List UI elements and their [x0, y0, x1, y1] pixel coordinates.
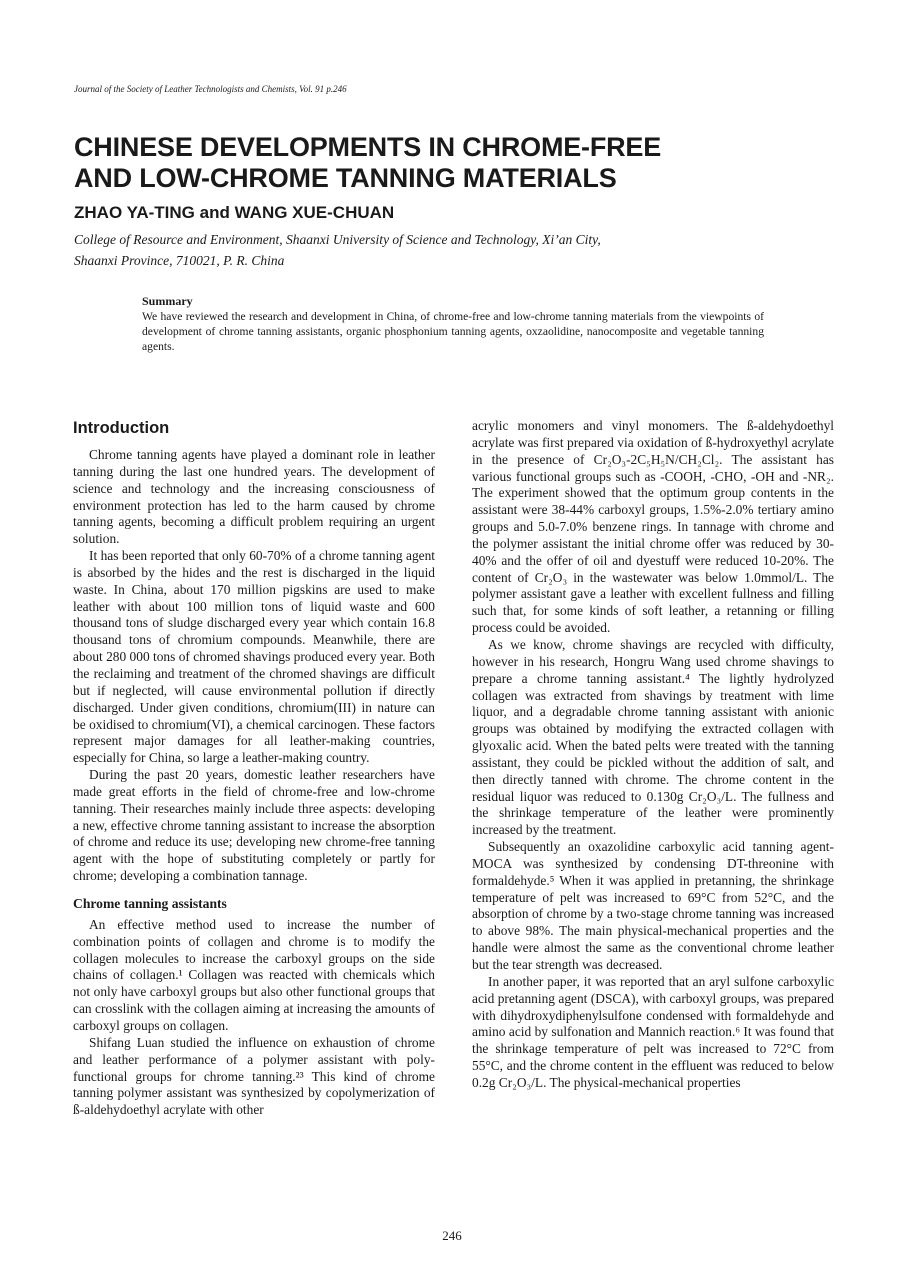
intro-paragraph-1: Chrome tanning agents have played a dominant role in leather tanning during the last one hundred years. The development of science and technology and the increasing consciousness of environment protection has led to the harm caused by chrome tanning agents, becoming a difficult problem requiring an urgent solution.: [73, 447, 435, 547]
intro-paragraph-2: It has been reported that only 60-70% of a chrome tanning agent is absorbed by the hides and the rest is discharged in the liquid waste. In China, about 170 million pigskins are used to make leather with about 100 million tons of liquid waste and 600 thousand tons of sludge discharged every year which contain 16.8 thousand tons of chromium compounds. Meanwhile, there are about 280 000 tons of chromed shavings produced every year. Both the reclaiming and treatment of the chromed shavings are difficult but if neglected, will cause environmental pollution if directly discharged. Under given conditions, chromium(III) in nature can be oxidised to chromium(VI), a chemical carcinogen. These factors represent major damages for all leather-making countries, especially for China, so large a leather-making country.: [73, 548, 435, 766]
right-paragraph-3: Subsequently an oxazolidine carboxylic acid tanning agent-MOCA was synthesized by condensing DT-threonine with formaldehyde.⁵ When it was applied in pretanning, the shrinkage temperature of pelt was increased to 69°C from 52°C, and the absorption of chrome by a two-stage chrome tanning was increased to above 98%. The main physical-mechanical properties and the handle were almost the same as the conventional chrome leather but the tear strength was decreased.: [472, 839, 834, 972]
chrome-assistants-heading: Chrome tanning assistants: [73, 895, 227, 911]
assistants-paragraph-2: Shifang Luan studied the influence on exhaustion of chrome and leather performance of a polymer assistant with poly-functional groups for chrome tanning.²³ This kind of chrome tanning polymer assistant was synthesized by copolymerization of ß-aldehydoethyl acrylate with other: [73, 1034, 435, 1118]
affiliation: [74, 229, 774, 271]
right-paragraph-4: In another paper, it was reported that an aryl sulfone carboxylic acid pretanning agent (DSCA), with carboxyl groups, was prepared with dihydroxydiphenylsulfone condensed with formaldehyde and amino acid by sulfonation and Mannich reaction.⁶ It was found that the shrinkage temperature of pelt was increased to 72°C from 55°C, and the chrome content in the effluent was reduced to below 0.2g Cr₂O₃/L. The physical-mechanical properties: [472, 973, 834, 1090]
paper-title: [74, 132, 834, 194]
right-paragraph-1: acrylic monomers and vinyl monomers. The ß-aldehydoethyl acrylate was first prepared via oxidation of ß-hydroxyethyl acrylate in the presence of Cr₂O₃-2C₅H₅N/CH₂Cl₂. The assistant has various functional groups such as -COOH, -CHO, -OH and -NR₂. The experiment showed that the optimum group contents in the assistant were 38-44% carboxyl groups, 1.5%-2.0% tertiary amino groups and 5.0-7.0% benzene rings. In tannage with chrome and the polymer assistant the initial chrome offer was reduced by 30-40% and the offer of oil and dyestuff were reduced 10-20%. The content of Cr₂O₃ in the wastewater was below 1.0mmol/L. The polymer assistant gave a leather with excellent fullness and filling such that, for some kinds of soft leather, a retanning or filling process could be avoided.: [472, 418, 834, 636]
title-line-2: AND LOW-CHROME TANNING MATERIALS: [74, 163, 617, 193]
summary-heading: Summary: [142, 294, 193, 308]
assistants-paragraph-1: An effective method used to increase the number of combination points of collagen and chrome is to modify the collagen molecules to increase the carboxyl groups on the side chains of collagen.¹ Collagen was reacted with chemicals which not only have carboxyl groups but also other functional groups that can crosslink with the collagen aiming at increasing the amounts of carboxyl groups on collagen.: [73, 916, 435, 1033]
right-column: [472, 418, 834, 1092]
page-number: 246: [442, 1228, 462, 1243]
summary-text: We have reviewed the research and development in China, of chrome-free and low-chrome tanning materials from the viewpoints of development of chrome tanning assistants, organic phosphonium tanning agents, oxzaolidine, nanocomposite and vegetable tanning agents.: [142, 310, 764, 353]
right-paragraph-2: As we know, chrome shavings are recycled with difficulty, however in his research, Hongru Wang used chrome shavings to prepare a chrome tanning assistant.⁴ The lightly hydrolyzed collagen was extracted from shavings by treatment with lime liquor, and a degradable chrome tanning assistant with anionic groups was obtained by modifying the extracted collagen with glyoxalic acid. When the bated pelts were treated with the tanning assistant, they could be pickled without the addition of salt, and then directly tanned with chrome. The chrome content in the residual liquor was reduced to 0.130g Cr₂O₃/L. The fullness and the shrinkage temperature of the leather were prominently increased by the treatment.: [472, 636, 834, 838]
affiliation-line-1: College of Resource and Environment, Shaanxi University of Science and Technology, Xi’an City,: [74, 232, 601, 247]
journal-citation: Journal of the Society of Leather Technologists and Chemists, Vol. 91 p.246: [74, 84, 347, 94]
introduction-heading: Introduction: [73, 419, 170, 437]
authors: ZHAO YA-TING and WANG XUE-CHUAN: [74, 203, 395, 222]
affiliation-line-2: Shaanxi Province, 710021, P. R. China: [74, 253, 285, 268]
summary-block: [142, 294, 764, 354]
left-column: [73, 418, 435, 1119]
title-line-1: CHINESE DEVELOPMENTS IN CHROME-FREE: [74, 132, 662, 162]
intro-paragraph-3: During the past 20 years, domestic leather researchers have made great efforts in the field of chrome-free and low-chrome tanning. Their researches mainly include three aspects: developing a new, effective chrome tanning assistant to increase the absorption of chrome and reduce its use; developing new chrome-free tanning agent with the hope of substituting completely or partly for chrome; developing a combination tannage.: [73, 767, 435, 884]
